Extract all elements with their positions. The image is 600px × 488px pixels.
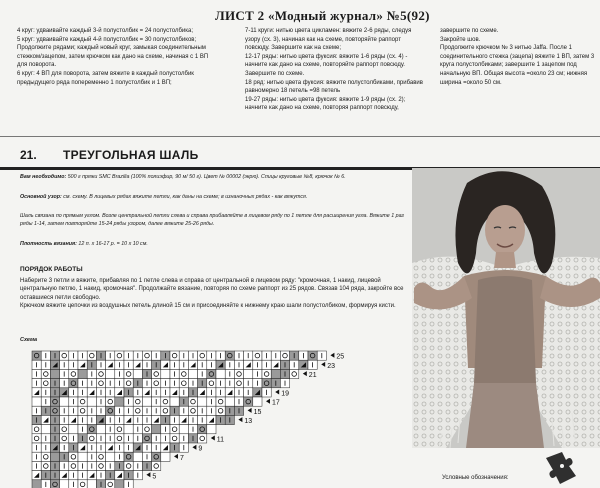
row-arrow-icon: [146, 472, 150, 477]
chart-cell: [262, 379, 271, 388]
chart-cell: [106, 397, 115, 406]
chart-cell: [253, 397, 262, 406]
chart-cell: [271, 369, 280, 378]
chart-cell: [133, 406, 142, 415]
chart-cell: [188, 360, 197, 369]
chart-cell: [170, 425, 179, 434]
legend-label: Условные обозначения:: [442, 475, 509, 481]
chart-cell: [124, 461, 133, 470]
chart-cell: [299, 360, 308, 369]
materials-paragraph: [20, 174, 415, 182]
basic-pattern-text: см. схему. В лицевых рядах вяжите петли, как даны на схеме; в изнаночных рядах - как вяжутся.: [63, 194, 308, 200]
chart-cell: [69, 425, 78, 434]
chart-cell: [207, 415, 216, 424]
chart-cell: [152, 369, 161, 378]
chart-cell: [41, 461, 50, 470]
row-arrow-icon: [330, 353, 334, 358]
chart-cell: [271, 360, 280, 369]
row-arrow-icon: [174, 454, 178, 459]
chart-cell: [69, 452, 78, 461]
chart-cell: [60, 351, 69, 360]
puzzle-logo: [542, 448, 582, 488]
chart-cell: [78, 452, 87, 461]
chart-cell: [142, 425, 151, 434]
chart-cell: [188, 406, 197, 415]
chart-cell: [106, 406, 115, 415]
chart-cell: [106, 360, 115, 369]
chart-cell: [32, 425, 41, 434]
chart-cell: [115, 351, 124, 360]
chart-cell: [106, 369, 115, 378]
chart-cell: [188, 397, 197, 406]
chart-cell: [207, 369, 216, 378]
shawl-note: Шаль связана по прямым углом. Возле центральной петли слева и справа прибавляйте в лицевом ряду по 1 петле для расширения угла. Вяжите 1 раз ряды 1-14, затем повторяйте 15-24 ряды узором, далее вяжите 25-26 ряды.: [20, 213, 404, 227]
chart-cell: [152, 461, 161, 470]
chart-cell: [133, 397, 142, 406]
chart-cell: [170, 434, 179, 443]
chart-cell: [308, 351, 317, 360]
chart-cell: [225, 388, 234, 397]
chart-cell: [69, 369, 78, 378]
chart-cell: [234, 369, 243, 378]
row-number: 17: [272, 399, 280, 407]
chart-cell: [225, 351, 234, 360]
chart-cell: [161, 369, 170, 378]
work-text: Наберите 3 петли и вяжите, прибавляя по 1 петле слева и справа от центральной в лицевом ряду: "кромочная, 1 накид, лицевой центральную петлю, 1 накид, кромочная". Продолжайте вязание, повторяя по схеме раппорт из 25 рядов. Связав 104 ряда, закройте все оставшиеся петли свободно. Крючком вяжите цепочки из воздушных петель длиной 15 см и присоединяйте к нижнему краю шали полустолбиком, формируя кисти.: [20, 278, 404, 310]
chart-cell: [50, 397, 59, 406]
row-arrow-icon: [211, 436, 215, 441]
chart-cell: [198, 425, 207, 434]
chart-cell: [96, 461, 105, 470]
basic-pattern-label: Основной узор:: [20, 194, 62, 200]
chart-cell: [32, 397, 41, 406]
chart-cell: [96, 452, 105, 461]
section-title: ТРЕУГОЛЬНАЯ ШАЛЬ: [63, 148, 199, 162]
chart-cell: [216, 397, 225, 406]
chart-cell: [115, 480, 124, 488]
chart-cell: [60, 434, 69, 443]
chart-cell: [60, 425, 69, 434]
chart-cell: [124, 452, 133, 461]
row-number: 15: [253, 408, 262, 416]
section-number: 21.: [20, 148, 37, 162]
row-arrow-icon: [248, 408, 252, 413]
row-number: 13: [244, 418, 253, 426]
row-arrow-icon: [192, 445, 196, 450]
chart-cell: [87, 351, 96, 360]
row-arrow-icon: [321, 362, 325, 367]
row-arrow-icon: [238, 417, 242, 422]
row-number: 5: [152, 473, 157, 481]
density-text: 12 п. x 16-17 р. = 10 x 10 см.: [78, 241, 148, 247]
chart-cell: [115, 434, 124, 443]
row-number: 23: [327, 362, 335, 370]
chart-cell: [32, 480, 41, 488]
chart-cell: [87, 425, 96, 434]
chart-cell: [253, 388, 262, 397]
chart-cell: [32, 434, 41, 443]
row-arrow-icon: [303, 371, 307, 376]
chart-cell: [96, 379, 105, 388]
chart-cell: [262, 369, 271, 378]
chart-cell: [179, 369, 188, 378]
chart-cell: [198, 434, 207, 443]
chart-cell: [142, 397, 151, 406]
chart-cell: [78, 369, 87, 378]
chart-cell: [69, 379, 78, 388]
chart-cell: [161, 397, 170, 406]
chart-cell: [179, 415, 188, 424]
chart-cell: [290, 369, 299, 378]
chart-cell: [244, 369, 253, 378]
row-number: 11: [216, 436, 225, 444]
chart-cell: [41, 369, 50, 378]
chart-cell: [133, 452, 142, 461]
model-photo: [412, 168, 600, 448]
chart-cell: [115, 388, 124, 397]
chart-cell: [170, 351, 179, 360]
chart-cell: [106, 452, 115, 461]
chart-cell: [41, 425, 50, 434]
chart-cell: [133, 369, 142, 378]
chart-cell: [133, 443, 142, 452]
row-number: 19: [281, 390, 289, 398]
basic-pattern-paragraph: [20, 194, 415, 202]
chart-cell: [69, 461, 78, 470]
continuation-column-1: 4 круг: удваивайте каждый 3-й полустолбик = 24 полустолбика; 5 круг: удваивайте каждый 4-й полустолбик = 30 полустолбиков; Продолжите рядами; каждый новый круг, замыкая соединительным стежком/зацепом, затем крючком как дано на схеме, начиная с 1 ВП для поворота. 6 круг: 4 ВП для поворота, затем вяжите в каждый полустолбик предыдущего ряда попеременно 1 полустолбик и 1 ВП;: [17, 28, 209, 86]
chart-cell: [124, 369, 133, 378]
chart-cell: [198, 397, 207, 406]
materials-label: Вам необходимо:: [20, 174, 67, 180]
chart-cell: [50, 452, 59, 461]
chart-cell: [87, 397, 96, 406]
knitting-chart: [30, 347, 360, 488]
chart-cell: [216, 369, 225, 378]
chart-cell: [142, 388, 151, 397]
chart-cell: [133, 360, 142, 369]
chart-cell: [170, 397, 179, 406]
chart-cell: [78, 360, 87, 369]
chart-cell: [280, 351, 289, 360]
continuation-column-3: завершите по схеме. Закройте шов. Продолжите крючком № 3 нитью Jaffa. После 1 соединительного стежка (зацепа) вяжите 1 ВП, затем 3 круга полустолбиками; завершите 1 зацепом под начальную ВП. Общая высота =около 23 см; нижняя ширина =около 50 см.: [440, 28, 595, 86]
row-number: 9: [198, 445, 203, 453]
chart-cell: [50, 406, 59, 415]
chart-cell: [152, 379, 161, 388]
chart-cell: [142, 434, 151, 443]
chart-cell: [234, 379, 243, 388]
chart-cell: [179, 425, 188, 434]
chart-cell: [253, 351, 262, 360]
chart-grid: [32, 351, 326, 488]
chart-cell: [115, 397, 124, 406]
chart-cell: [152, 452, 161, 461]
continuation-column-2: 7-11 круги: нитью цвета цикламен: вяжите 2-6 ряды, следуя узору (сх. 3), начиная как на схеме, повторяйте раппорт повсюду. Завершите как на схеме; 12-17 ряды: нитью цвета фуксия: вяжите 1-6 ряды (сх. 4) - начните как дано на схеме, повторяйте раппорт повсюду. Завершите по схеме. 18 ряд: нитью цвета фуксия: вяжите полустолбиками, прибавив равномерно 18 петель =98 петель 19-27 ряды: нитью цвета фуксия: вяжите 1-9 ряды (сх. 2); начните как дано на схеме, повторяя раппорт повсюду,: [245, 28, 423, 112]
chart-cell: [41, 452, 50, 461]
chart-cell: [32, 351, 41, 360]
chart-cell: [60, 388, 69, 397]
chart-cell: [87, 480, 96, 488]
scheme-title: Схема: [20, 337, 38, 343]
chart-cell: [96, 425, 105, 434]
chart-cell: [41, 379, 50, 388]
row-number: 25: [336, 353, 345, 361]
density-label: Плотность вязания:: [20, 241, 77, 247]
row-arrow-icon: [275, 390, 279, 395]
materials-text: 500 г пряжи SMC Brazilia (100% полиэфир, 90 м/ 50 г). Цвет № 00002 (экрю). Спицы круговые №8, крючок № 6.: [67, 174, 346, 180]
work-title: ПОРЯДОК РАБОТЫ: [20, 266, 83, 273]
chart-cell: [179, 379, 188, 388]
chart-cell: [161, 360, 170, 369]
chart-cell: [216, 406, 225, 415]
chart-cell: [50, 360, 59, 369]
chart-cell: [207, 379, 216, 388]
chart-cell: [225, 397, 234, 406]
chart-cell: [124, 379, 133, 388]
chart-cell: [78, 397, 87, 406]
chart-cell: [142, 351, 151, 360]
density-paragraph: [20, 241, 415, 249]
chart-cell: [115, 425, 124, 434]
row-number: 21: [308, 372, 317, 380]
chart-cell: [216, 360, 225, 369]
chart-cell: [188, 369, 197, 378]
chart-cell: [244, 397, 253, 406]
row-number: 7: [180, 454, 184, 462]
chart-cell: [32, 388, 41, 397]
chart-cell: [78, 406, 87, 415]
chart-cell: [87, 434, 96, 443]
row-arrow-icon: [266, 399, 270, 404]
chart-cell: [198, 351, 207, 360]
divider: [0, 136, 600, 137]
chart-cell: [60, 397, 69, 406]
chart-cell: [161, 452, 170, 461]
chart-cell: [152, 425, 161, 434]
chart-cell: [50, 369, 59, 378]
chart-cell: [207, 425, 216, 434]
page-title: ЛИСТ 2 «Модный журнал» №5(92): [215, 8, 430, 23]
chart-cell: [96, 369, 105, 378]
chart-cell: [124, 425, 133, 434]
model-photo-illustration: [412, 168, 600, 448]
chart-cell: [60, 480, 69, 488]
chart-cell: [161, 406, 170, 415]
chart-cell: [87, 388, 96, 397]
chart-cell: [244, 360, 253, 369]
